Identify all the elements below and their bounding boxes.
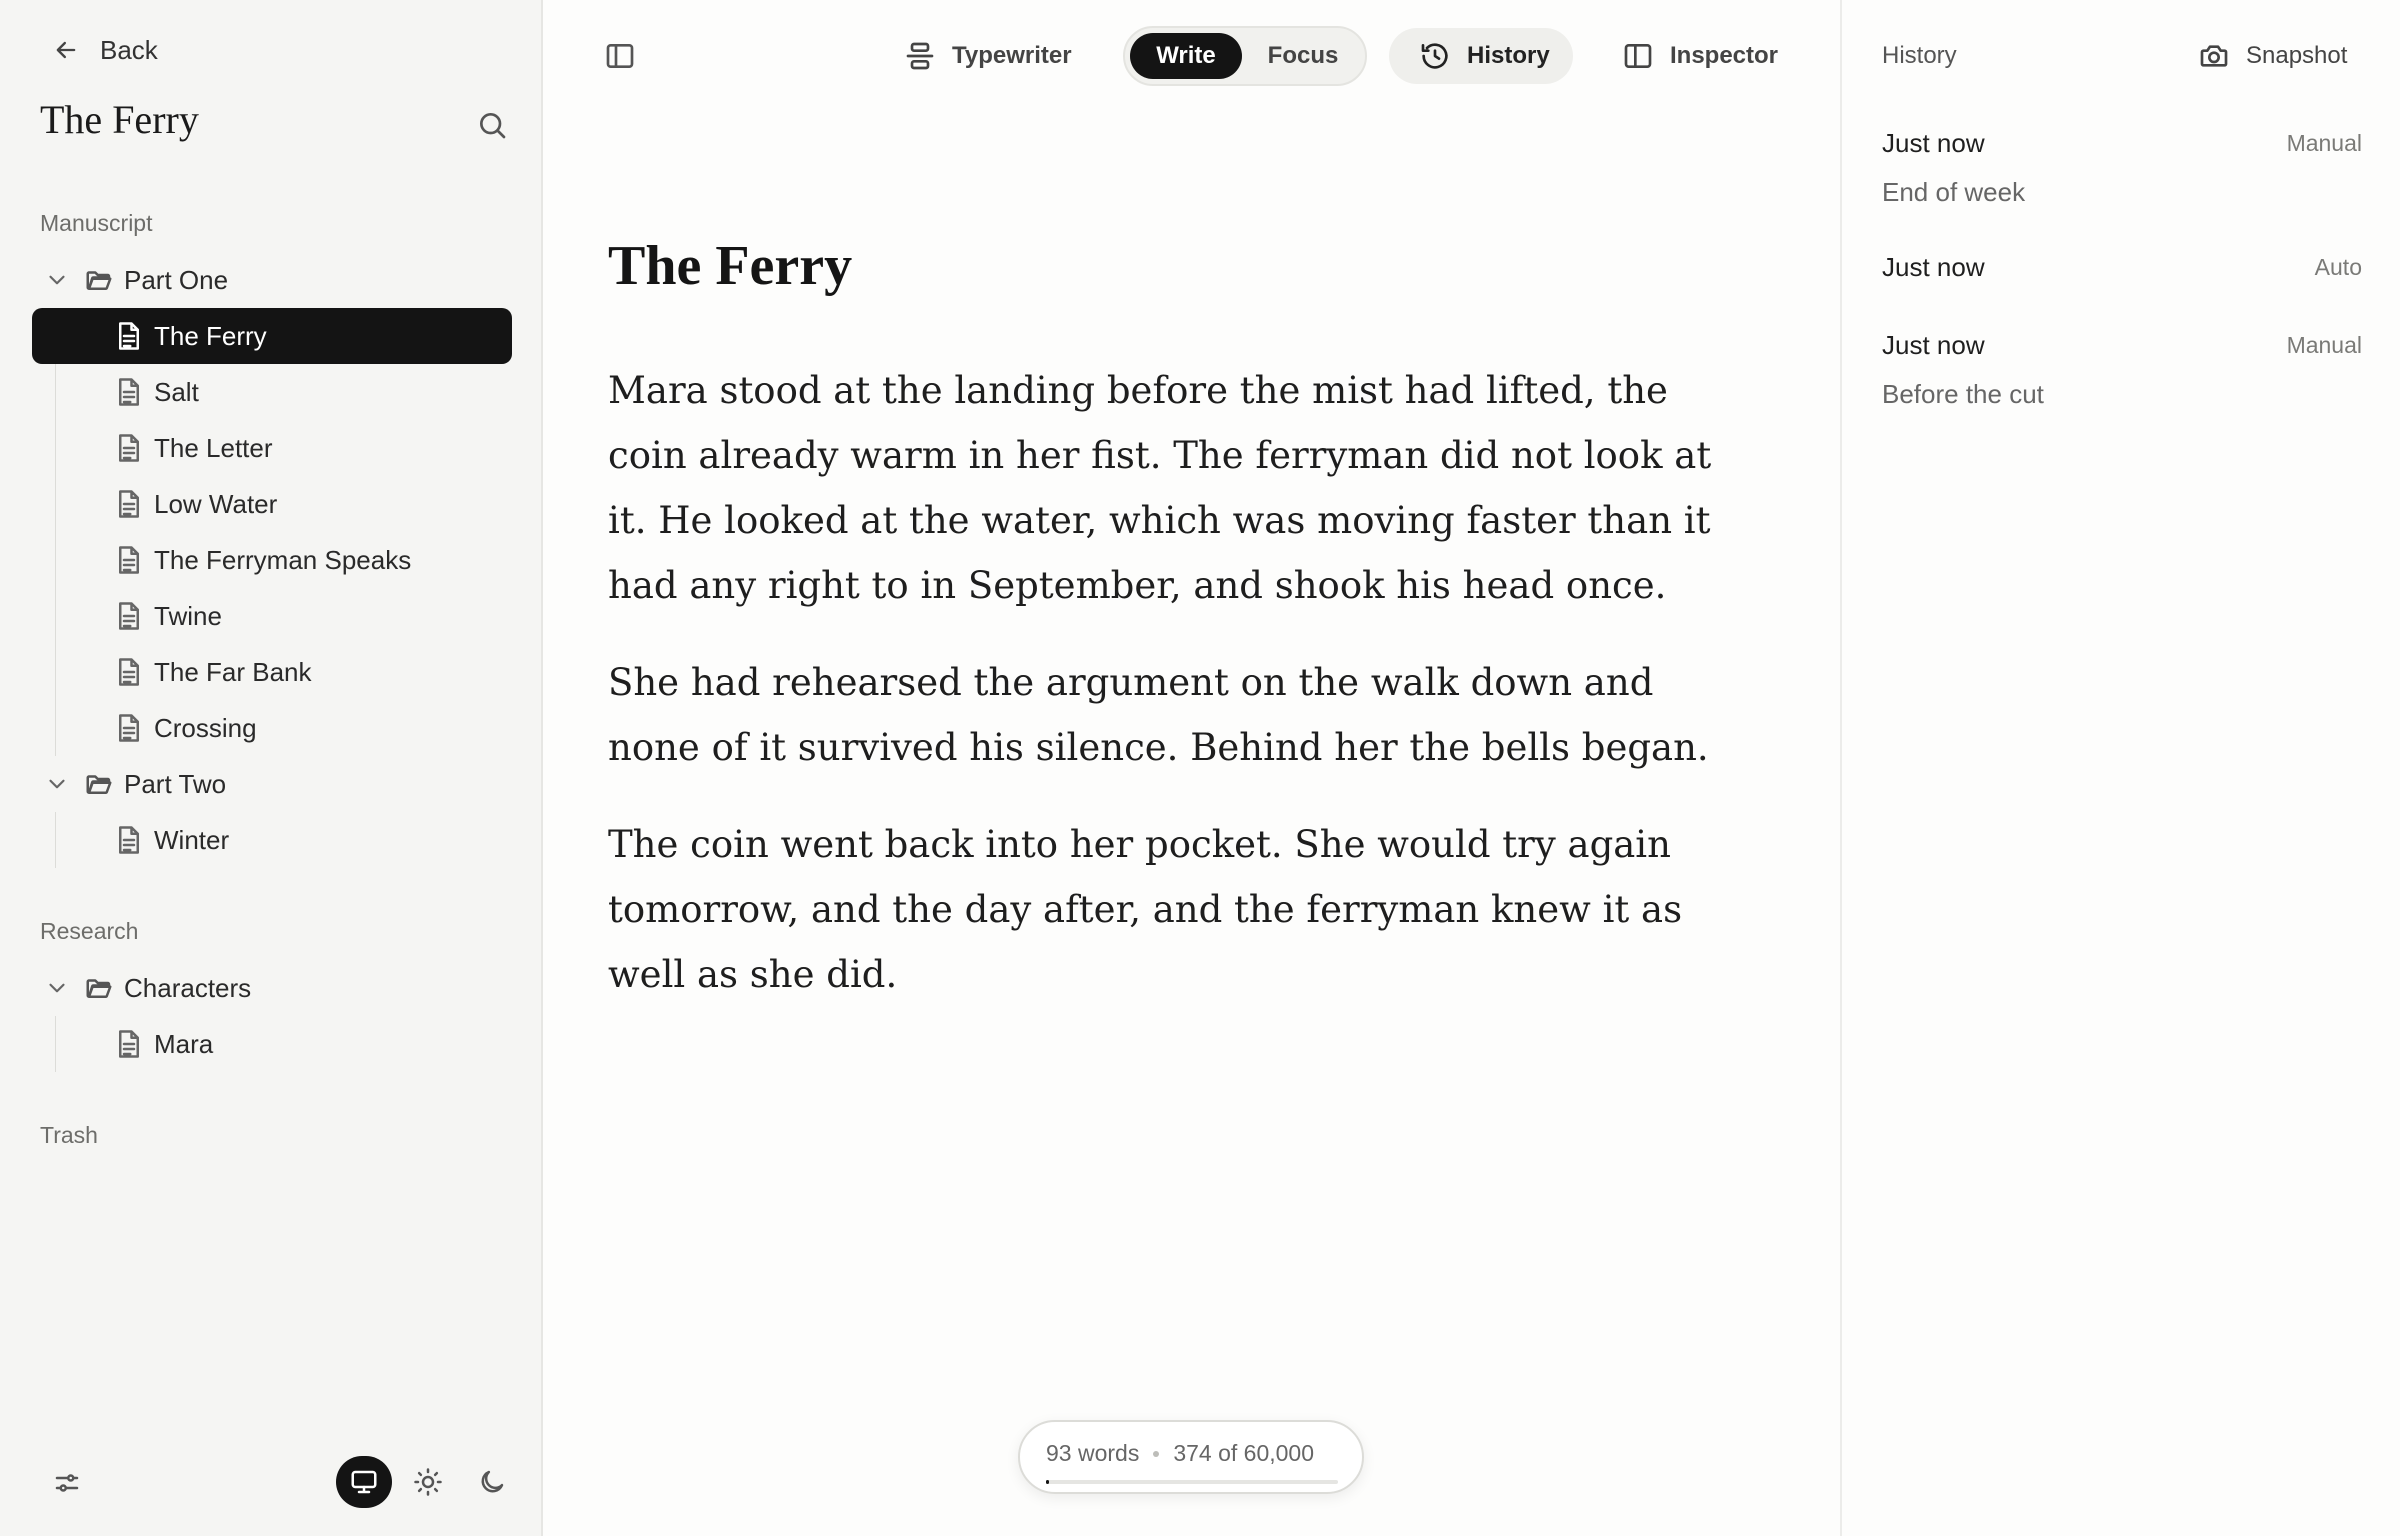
history-label: History [1467, 42, 1550, 69]
folder-open-icon [84, 973, 114, 1003]
snapshot-label: Snapshot [2246, 42, 2348, 69]
doc-item-the-ferry[interactable] [32, 308, 512, 364]
folder-part-one[interactable] [32, 252, 512, 308]
mode-switch [1123, 26, 1367, 86]
moon-icon [477, 1467, 507, 1497]
goal-progress-text: 374 of 60,000 [1173, 1440, 1315, 1466]
doc-item-the-far-bank[interactable] [32, 644, 512, 700]
document-icon [116, 825, 142, 855]
doc-item-the-letter[interactable] [32, 420, 512, 476]
doc-label: Mara [154, 1028, 214, 1059]
history-button[interactable] [1389, 28, 1573, 84]
mode-write-button[interactable]: Write [1130, 33, 1242, 79]
folder-characters[interactable] [32, 960, 512, 1016]
doc-label: Winter [154, 824, 230, 855]
inspector-label: Inspector [1670, 42, 1779, 69]
settings-button[interactable] [52, 1468, 82, 1498]
history-entry[interactable] [1882, 128, 2362, 208]
document-icon [116, 489, 142, 519]
back-label: Back [100, 34, 158, 65]
word-count: 93 words [1046, 1440, 1140, 1466]
arrow-left-icon [52, 36, 80, 64]
document-icon [116, 321, 142, 351]
document-icon [116, 545, 142, 575]
folder-open-icon [84, 265, 114, 295]
history-entry-type: Manual [2286, 130, 2362, 156]
document-icon [116, 377, 142, 407]
theme-light-button[interactable] [400, 1456, 456, 1508]
history-entry-note: Before the cut [1882, 379, 2044, 409]
history-entry-type: Auto [2314, 254, 2362, 280]
history-icon [1419, 40, 1451, 72]
sliders-icon [52, 1468, 82, 1498]
doc-item-salt[interactable] [32, 364, 512, 420]
doc-item-low-water[interactable] [32, 476, 512, 532]
snapshot-button[interactable] [2198, 40, 2347, 72]
inspector-panel-icon [1622, 40, 1654, 72]
sidebar-panel-icon [604, 40, 636, 72]
sidebar [0, 0, 543, 1536]
toggle-sidebar-button[interactable] [604, 40, 636, 72]
back-button[interactable] [52, 32, 158, 68]
document-title[interactable]: The Ferry [608, 235, 853, 297]
search-button[interactable] [476, 109, 508, 141]
section-trash[interactable]: Trash [40, 1122, 98, 1148]
doc-label: Twine [154, 600, 222, 631]
paragraph[interactable]: Mara stood at the landing before the mist had lifted, the coin already warm in her fist. The ferryman did not look at it. He looked at the water, which was moving faster than it had any right to in September, and shook his head once. [608, 369, 1712, 607]
folder-label: Part One [124, 264, 229, 295]
chevron-down-icon[interactable] [44, 771, 70, 797]
theme-switch [336, 1456, 520, 1508]
typewriter-button[interactable] [904, 28, 1072, 84]
chevron-down-icon[interactable] [44, 267, 70, 293]
section-research: Research [40, 918, 139, 944]
typewriter-label: Typewriter [952, 42, 1072, 69]
doc-label: Crossing [154, 712, 257, 743]
chevron-down-icon[interactable] [44, 975, 70, 1001]
doc-label: The Far Bank [154, 656, 312, 687]
word-count-pill[interactable] [1018, 1420, 1364, 1494]
history-entry-time: Just now [1882, 330, 1985, 360]
monitor-icon [349, 1467, 379, 1497]
goal-progress-track [1046, 1480, 1338, 1484]
doc-item-crossing[interactable] [32, 700, 512, 756]
theme-dark-button[interactable] [464, 1456, 520, 1508]
history-panel [1840, 0, 2400, 1536]
folder-label: Characters [124, 972, 252, 1003]
doc-item-winter[interactable] [32, 812, 512, 868]
paragraph[interactable]: She had rehearsed the argument on the walk down and none of it survived his silence. Behind her the bells began. [608, 661, 1709, 769]
history-entry[interactable] [1882, 330, 2362, 410]
separator-dot [1153, 1451, 1159, 1457]
folder-part-two[interactable] [32, 756, 512, 812]
theme-system-button[interactable] [336, 1456, 392, 1508]
doc-item-mara[interactable] [32, 1016, 512, 1072]
camera-icon [2198, 40, 2230, 72]
history-entry[interactable] [1882, 252, 2362, 283]
document-body[interactable] [608, 358, 1748, 1039]
history-entry-time: Just now [1882, 128, 1985, 158]
doc-label: The Ferryman Speaks [154, 544, 412, 575]
document-icon [116, 713, 142, 743]
paragraph[interactable]: The coin went back into her pocket. She would try again tomorrow, and the day after, and the ferryman knew it as well as she did. [608, 823, 1683, 996]
sun-icon [413, 1467, 443, 1497]
history-entry-time: Just now [1882, 252, 1985, 282]
history-heading: History [1882, 42, 1957, 69]
doc-label: The Ferry [154, 320, 267, 351]
typewriter-icon [904, 40, 936, 72]
project-title: The Ferry [40, 97, 199, 142]
inspector-button[interactable] [1622, 28, 1778, 84]
document-icon [116, 1029, 142, 1059]
search-icon [476, 109, 508, 141]
history-entry-note: End of week [1882, 177, 2026, 207]
folder-open-icon [84, 769, 114, 799]
doc-label: Low Water [154, 488, 278, 519]
doc-label: The Letter [154, 432, 273, 463]
mode-focus-button[interactable]: Focus [1267, 42, 1339, 69]
document-icon [116, 657, 142, 687]
section-manuscript: Manuscript [40, 210, 153, 236]
document-icon [116, 433, 142, 463]
doc-item-the-ferryman-speaks[interactable] [32, 532, 512, 588]
document-icon [116, 601, 142, 631]
goal-progress-fill [1046, 1480, 1049, 1484]
doc-label: Salt [154, 376, 199, 407]
history-entry-type: Manual [2286, 332, 2362, 358]
folder-label: Part Two [124, 768, 227, 799]
doc-item-twine[interactable] [32, 588, 512, 644]
